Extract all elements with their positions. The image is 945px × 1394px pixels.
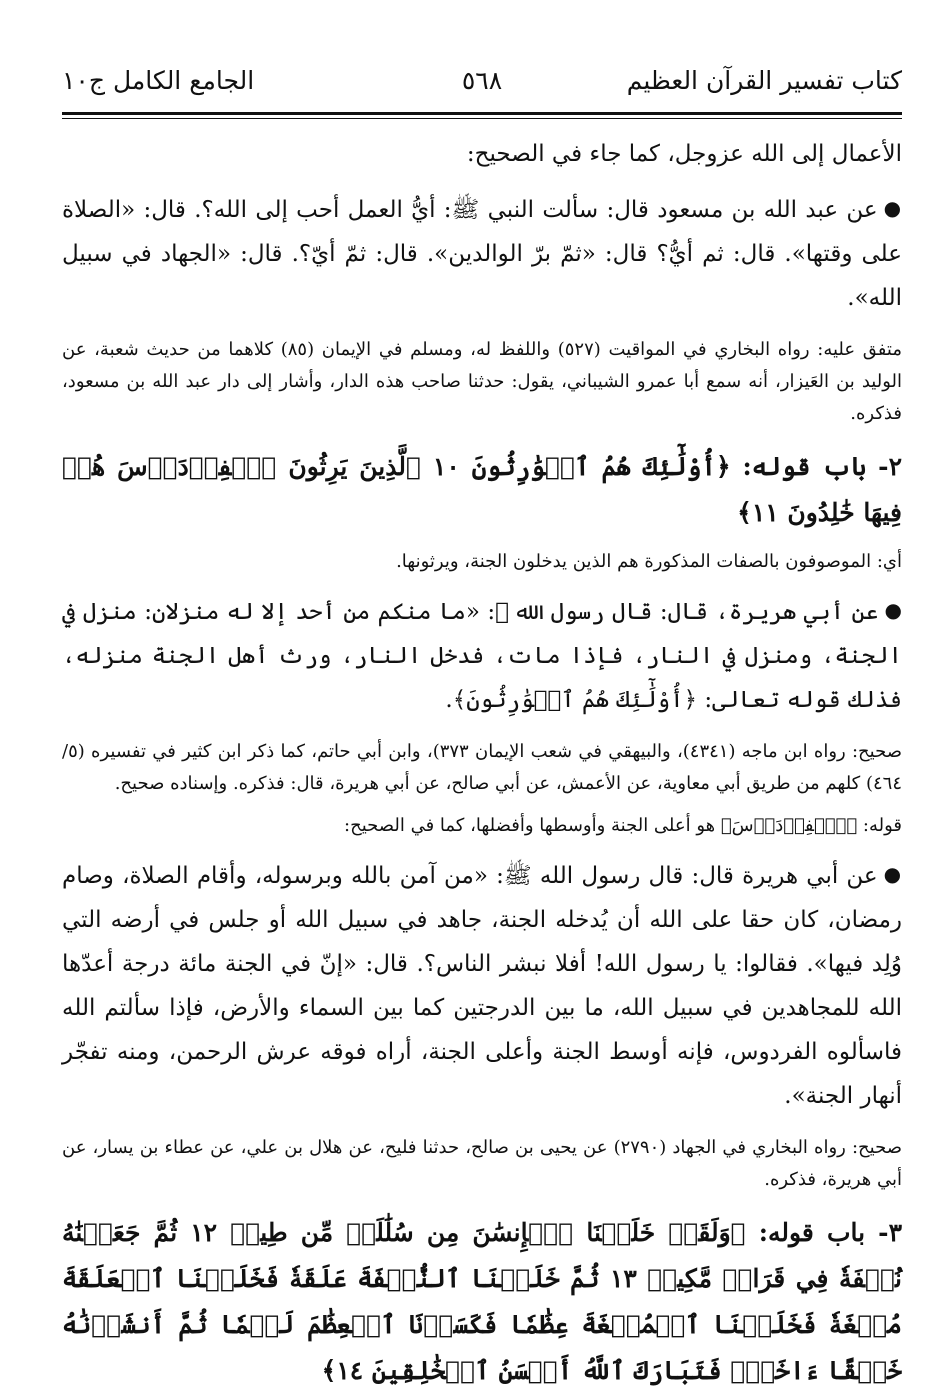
book-title: كتاب تفسير القرآن العظيم <box>626 66 902 95</box>
page-body <box>62 132 902 1394</box>
header-rule-thick <box>62 112 902 115</box>
page-number: ٥٦٨ <box>461 66 503 95</box>
takhrij-note: صحيح: رواه ابن ماجه (٤٣٤١)، والبيهقي في شعب الإيمان ٣٧٣)، وابن أبي حاتم، كما ذكر ابن كثير في تفسيره (٥/ ٤٦٤) كلهم من طريق أبي معاوية، عن الأعمش، عن أبي صالح، عن أبي هريرة، قال: فذكره. وإسناده صحيح. <box>62 741 902 794</box>
hadith-paragraph <box>62 588 902 722</box>
running-header <box>62 52 902 100</box>
chapter-heading: ٣- باب قوله: ﴿وَلَقَدۡ خَلَقۡنَا ٱلۡإِنسَٰنَ مِن سُلَٰلَةٖ مِّن طِينٖ ١٢ ثُمَّ جَعَلۡنَٰهُ نُطۡفَةٗ فِي قَرَارٖ مَّكِينٖ ١٣ ثُمَّ خَلَقۡنَا ٱلنُّطۡفَةَ عَلَقَةٗ فَخَلَقۡنَا ٱلۡعَلَقَةَ مُضۡغَةٗ فَخَلَقۡنَا ٱلۡمُضۡغَةَ عِظَٰمٗا فَكَسَوۡنَا ٱلۡعِظَٰمَ لَحۡمٗا ثُمَّ أَنشَأۡنَٰهُ خَلۡقًا ءَاخَرَۚ فَتَبَارَكَ ٱللَّهُ أَحۡسَنُ ٱلۡخَٰلِقِينَ ١٤﴾ <box>62 1218 902 1385</box>
bullet-icon: ● <box>884 598 902 622</box>
takhrij-note: صحيح: رواه البخاري في الجهاد (٢٧٩٠) عن يحيى بن صالح، حدثنا فليح، عن هلال بن علي، عن عطاء بن يسار، عن أبي هريرة، فذكره. <box>62 1137 902 1190</box>
bullet-icon: ● <box>883 196 903 220</box>
hadith-text: عن أبي هريرة قال: قال رسول الله ﷺ: «من آمن بالله وبرسوله، وأقام الصلاة، وصام رمضان، كان حقا على الله أن يُدخله الجنة، جاهد في سبيل الله أو جلس في أرضه التي وُلِد فيها». فقالوا: يا رسول الله! أفلا نبشر الناس؟. قال: «إنّ في الجنة مائة درجة أعدّها الله للمجاهدين في سبيل الله، ما بين الدرجتين كما بين السماء والأرض، فإذا سألتم الله فاسألوه الفردوس، فإنه أوسط الجنة وأعلى الجنة، أراه فوقه عرش الرحمن، ومنه تفجّر أنهار الجنة». <box>62 863 902 1109</box>
paragraph-continuation: الأعمال إلى الله عزوجل، كما جاء في الصحيح: <box>466 141 902 167</box>
commentary-note: أي: الموصوفون بالصفات المذكورة هم الذين يدخلون الجنة، ويرثونها. <box>396 551 902 572</box>
header-rule-thin <box>62 118 902 119</box>
book-page <box>62 52 903 1385</box>
volume-title: الجامع الكامل ج١٠ <box>62 66 255 95</box>
hadith-paragraph <box>62 852 902 1118</box>
hadith-paragraph <box>62 186 902 320</box>
takhrij-note: متفق عليه: رواه البخاري في المواقيت (٥٢٧) واللفظ له، ومسلم في الإيمان (٨٥) كلاهما من حديث شعبة، عن الوليد بن العَيزار، أنه سمع أبا عمرو الشيباني، يقول: حدثنا صاحب هذه الدار، وأشار إلى دار عبد الله بن مسعود، فذكره. <box>62 339 902 424</box>
hadith-text: عن عبد الله بن مسعود قال: سألت النبي ﷺ: أيُّ العمل أحب إلى الله؟. قال: «الصلاة على وقتها». قال: ثم أيُّ؟ قال: «ثمّ برّ الوالدين». قال: ثمّ أيّ؟. قال: «الجهاد في سبيل الله». <box>62 197 902 311</box>
chapter-heading: ٢- باب قوله: ﴿أُوْلَٰٓئِكَ هُمُ ٱلۡوَٰرِثُونَ ١٠ ٱلَّذِينَ يَرِثُونَ ٱلۡفِرۡدَوۡسَ هُمۡ فِيهَا خَٰلِدُونَ ١١﴾ <box>62 452 902 527</box>
commentary-note: قوله: ﴿ٱلۡفِرۡدَوۡسَ﴾ هو أعلى الجنة وأوسطها وأفضلها، كما في الصحيح: <box>344 815 902 836</box>
hadith-text: عن أبي هريرة، قال: قال رسول الله ﷺ: «ما منكم من أحد إلا له منزلان: منزل في الجنة، ومنزل في النار، فإذا مات، فدخل النار، ورث أهل الجنة منزله، فذلك قوله تعالى: ﴿أُوْلَٰٓئِكَ هُمُ ٱلۡوَٰرِثُونَ﴾. <box>62 599 902 713</box>
bullet-icon: ● <box>883 862 903 886</box>
